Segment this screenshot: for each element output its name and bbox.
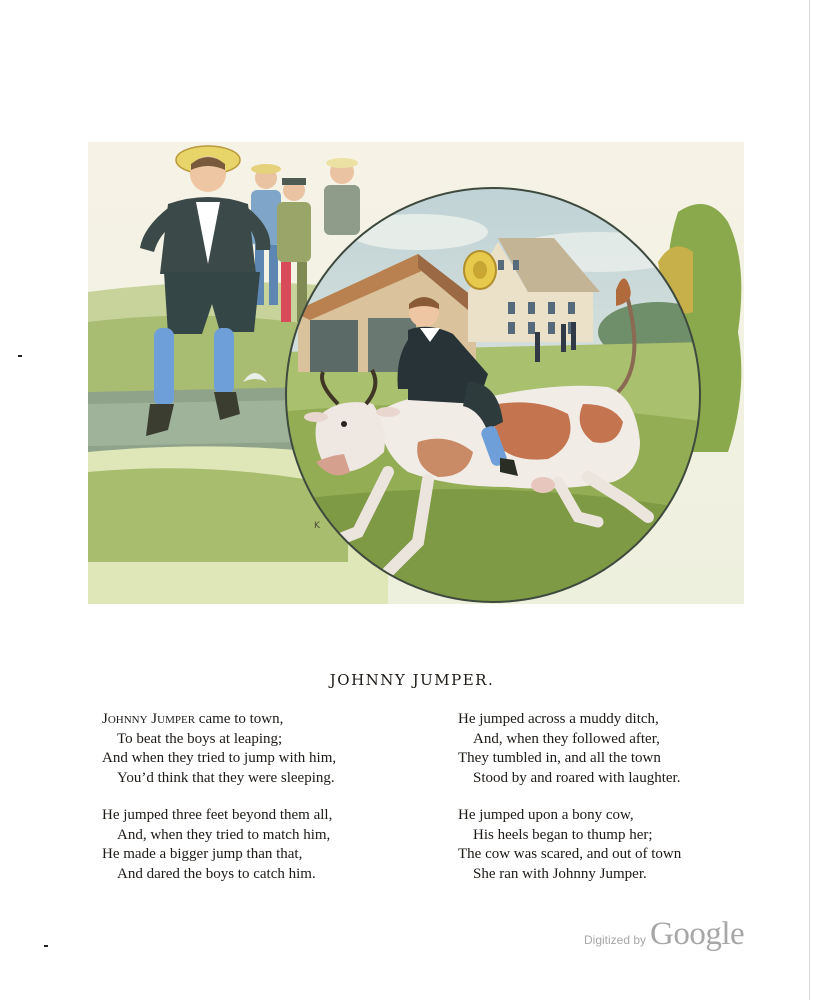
scan-speck bbox=[18, 355, 22, 357]
scan-speck bbox=[44, 945, 48, 947]
google-logo: Google bbox=[650, 916, 745, 952]
poem-line: He jumped three feet beyond them all, bbox=[102, 807, 333, 823]
poem-line: His heels began to thump her; bbox=[473, 826, 653, 843]
poem-line: Stood by and roared with laughter. bbox=[473, 769, 681, 786]
poem-line: The cow was scared, and out of town bbox=[458, 846, 682, 863]
poem-line-text: came to town, bbox=[195, 711, 284, 727]
stanza-3 bbox=[458, 710, 680, 788]
stanza-1 bbox=[102, 710, 336, 788]
poem-title: JOHNNY JUMPER. bbox=[329, 671, 495, 689]
poem-line: And when they tried to jump with him, bbox=[102, 750, 337, 767]
stanza-2 bbox=[102, 806, 332, 884]
poem-line: He jumped upon a bony cow, bbox=[458, 807, 634, 823]
watermark-prefix: Digitized by bbox=[584, 933, 647, 947]
poem-line: To beat the boys at leaping; bbox=[117, 730, 283, 747]
page-edge bbox=[809, 0, 810, 1000]
artist-signature: K bbox=[314, 521, 320, 531]
poem-illustration bbox=[88, 142, 744, 604]
poem-line: They tumbled in, and all the town bbox=[458, 750, 661, 767]
opening-words: Johnny Jumper bbox=[102, 711, 196, 727]
poem-line: And dared the boys to catch him. bbox=[117, 865, 316, 882]
poem-line: And, when they followed after, bbox=[473, 730, 660, 747]
poem-line bbox=[102, 710, 336, 730]
poem-line: She ran with Johnny Jumper. bbox=[473, 865, 647, 882]
poem-line: He made a bigger jump than that, bbox=[102, 846, 303, 863]
stanza-4 bbox=[458, 806, 681, 884]
poem-line: He jumped across a muddy ditch, bbox=[458, 711, 659, 727]
poem-line: You’d think that they were sleeping. bbox=[117, 769, 335, 786]
poem-line: And, when they tried to match him, bbox=[117, 826, 331, 843]
digitized-watermark bbox=[584, 916, 744, 953]
